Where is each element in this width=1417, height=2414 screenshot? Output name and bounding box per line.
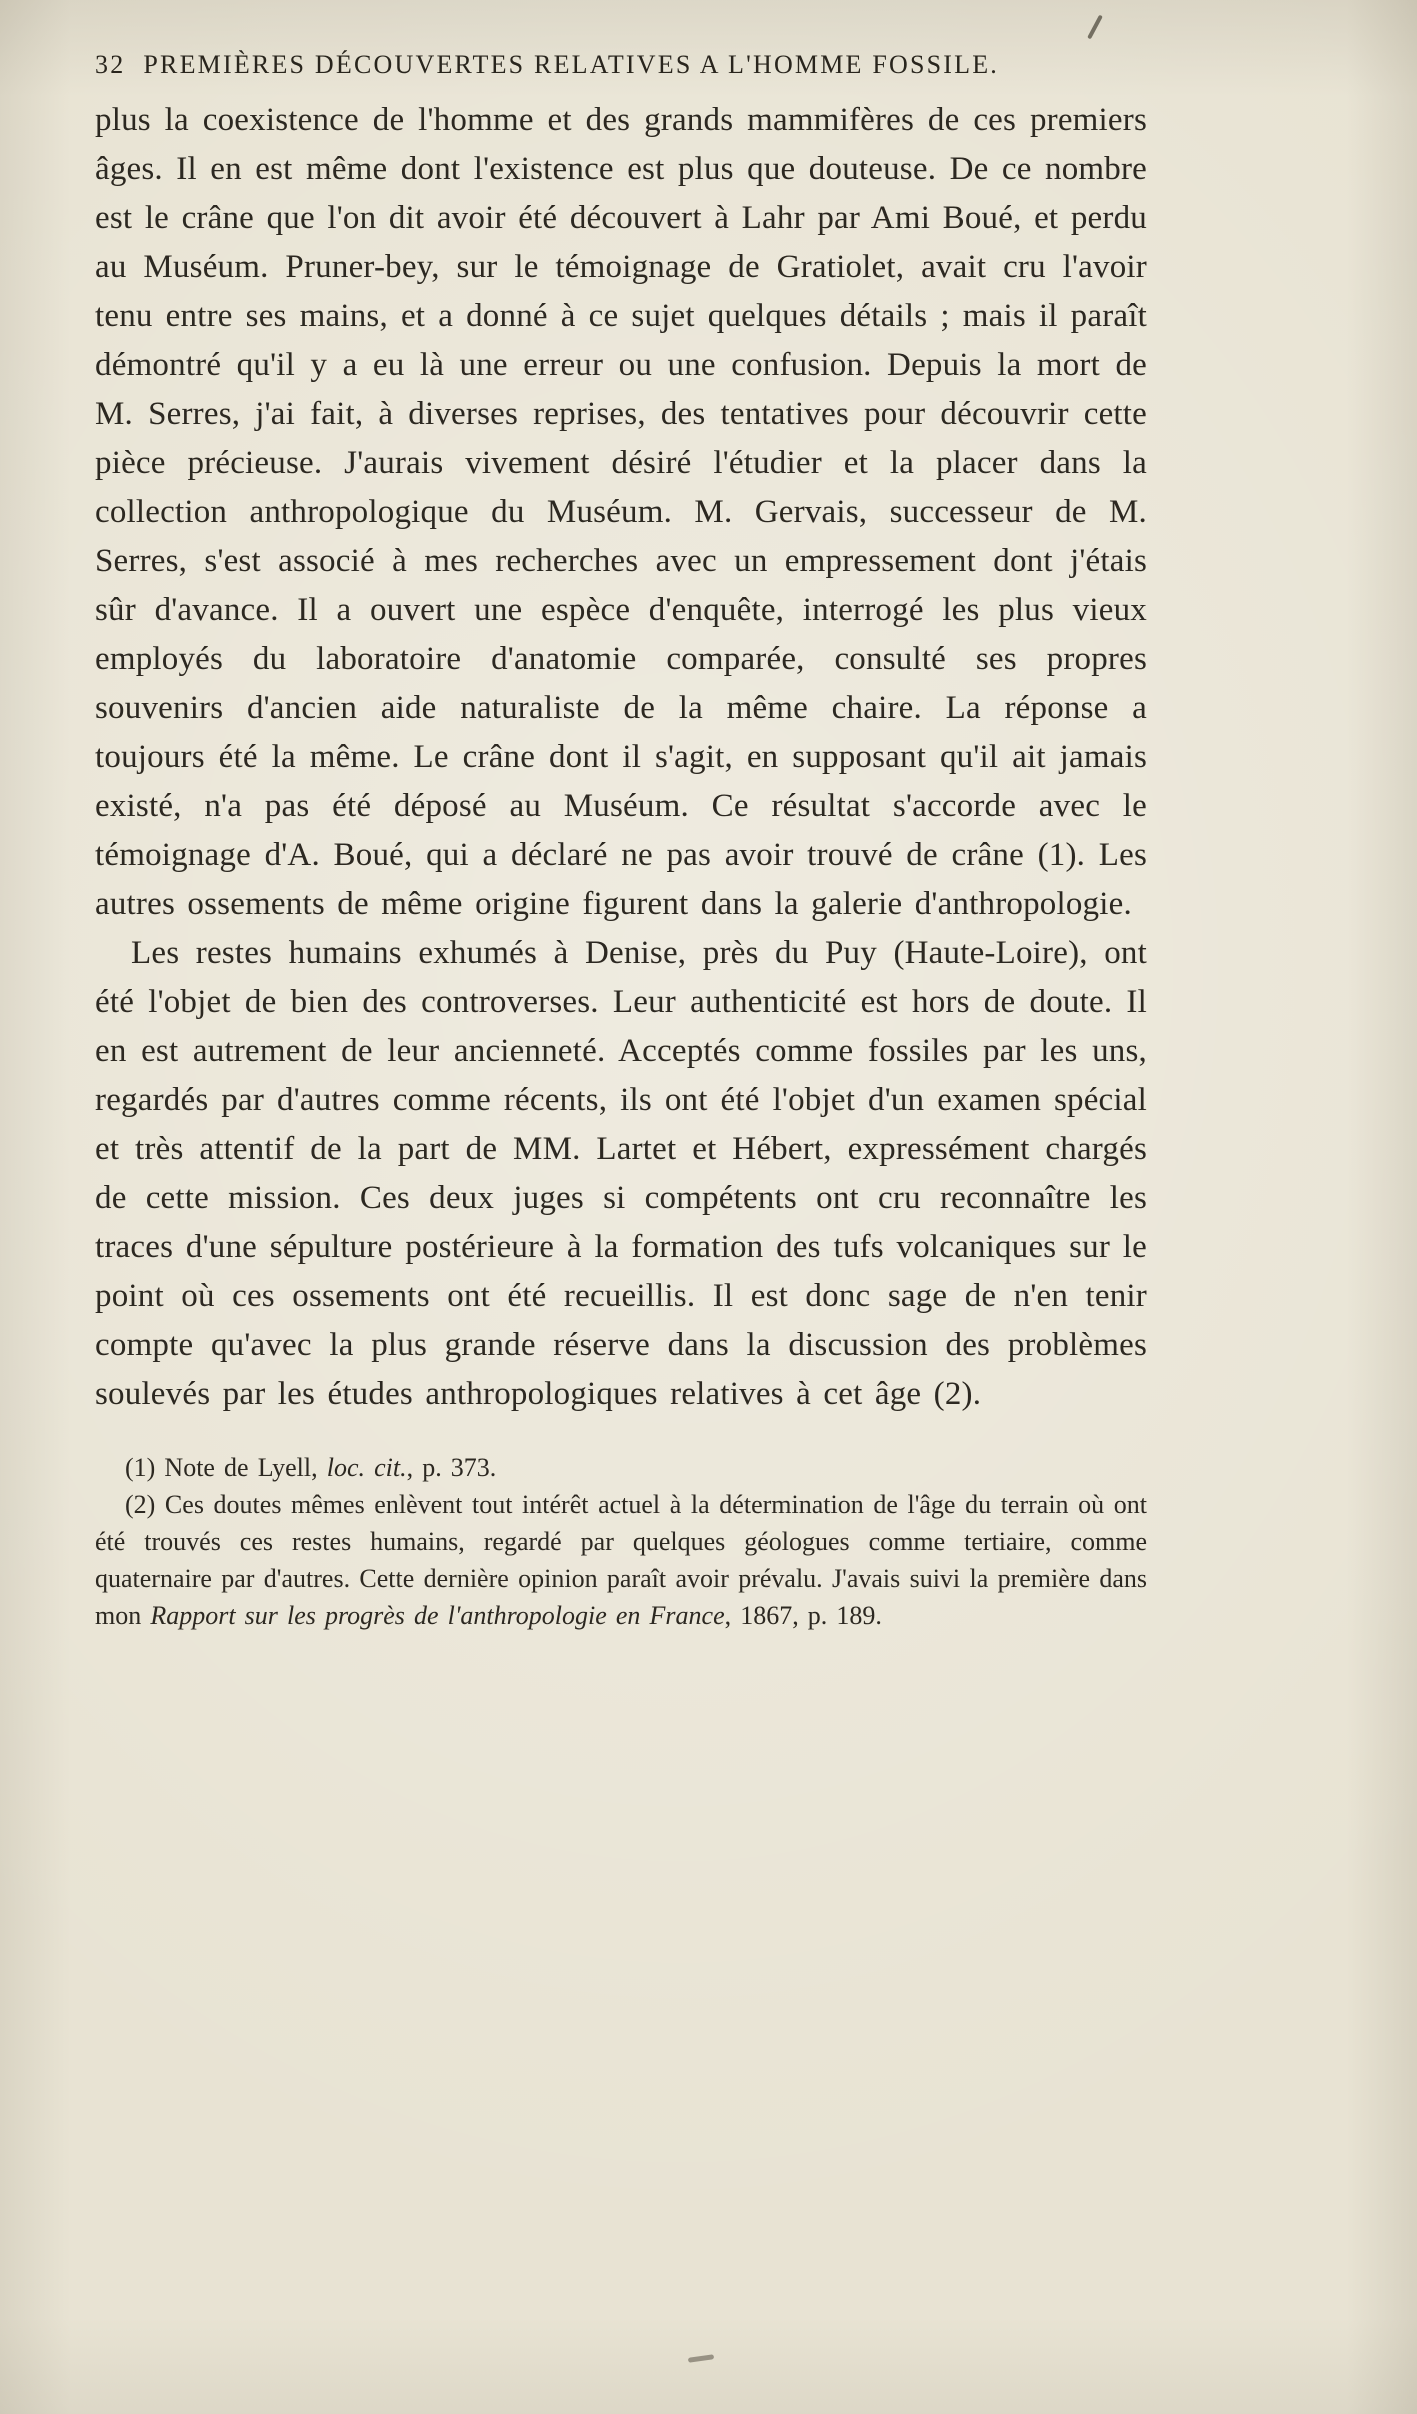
page-number: 32 (95, 50, 126, 79)
footnote-2-text-before: (2) Ces doutes mêmes enlèvent tout intérêt actuel à la détermination de l'âge du terrain où ont été trouvés ces restes humains, regardé par quelques géologues comme tertiaire, comme quaternaire par d'autres. Cette dernière opinion paraît avoir prévalu. J'avais suivi la première dans mon (95, 1490, 1147, 1630)
footnote-1 (95, 1449, 1147, 1486)
footnote-1-text-after: , p. 373. (406, 1453, 497, 1482)
footnote-1-text-before: (1) Note de Lyell, (125, 1453, 327, 1482)
footnote-2-text-after: , 1867, p. 189. (724, 1601, 882, 1630)
ink-mark-bottom (688, 2354, 714, 2363)
footnote-2 (95, 1486, 1147, 1634)
footnote-2-italic-title: Rapport sur les progrès de l'anthropologie en France (150, 1601, 725, 1630)
body-paragraph-1: plus la coexistence de l'homme et des grands mammifères de ces premiers âges. Il en est même dont l'existence est plus que douteuse. De ce nombre est le crâne que l'on dit avoir été découvert à Lahr par Ami Boué, et perdu au Muséum. Pruner-bey, sur le témoignage de Gratiolet, avait cru l'avoir tenu entre ses mains, et a donné à ce sujet quelques détails ; mais il paraît démontré qu'il y a eu là une erreur ou une confusion. Depuis la mort de M. Serres, j'ai fait, à diverses reprises, des tentatives pour découvrir cette pièce précieuse. J'aurais vivement désiré l'étudier et la placer dans la collection anthropologique du Muséum. M. Gervais, successeur de M. Serres, s'est associé à mes recherches avec un empressement dont j'étais sûr d'avance. Il a ouvert une espèce d'enquête, interrogé les plus vieux employés du laboratoire d'anatomie comparée, consulté ses propres souvenirs d'ancien aide naturaliste de la même chaire. La réponse a toujours été la même. Le crâne dont il s'agit, en supposant qu'il ait jamais existé, n'a pas été déposé au Muséum. Ce résultat s'accorde avec le témoignage d'A. Boué, qui a déclaré ne pas avoir trouvé de crâne (1). Les autres ossements de même origine figurent dans la galerie d'anthropologie. (95, 102, 1147, 922)
body-paragraph-2: Les restes humains exhumés à Denise, près du Puy (Haute-Loire), ont été l'objet de bien des controverses. Leur authenticité est hors de doute. Il en est autrement de leur ancienneté. Acceptés comme fossiles par les uns, regardés par d'autres comme récents, ils ont été l'objet d'un examen spécial et très attentif de la part de MM. Lartet et Hébert, expressément chargés de cette mission. Ces deux juges si compétents ont cru reconnaître les traces d'une sépulture postérieure à la formation des tufs volcaniques sur le point où ces ossements ont été recueillis. Il est donc sage de n'en tenir compte qu'avec la plus grande réserve dans la discussion des problèmes soulevés par les études anthropologiques relatives à cet âge (2). (95, 935, 1147, 1412)
page-body (95, 96, 1147, 1419)
running-title: PREMIÈRES DÉCOUVERTES RELATIVES A L'HOMME FOSSILE. (143, 50, 1000, 79)
footnotes-section (95, 1449, 1147, 1634)
footnote-1-italic-citation: loc. cit. (326, 1453, 407, 1482)
page-header (95, 50, 1147, 80)
ink-mark-top (1087, 15, 1103, 40)
